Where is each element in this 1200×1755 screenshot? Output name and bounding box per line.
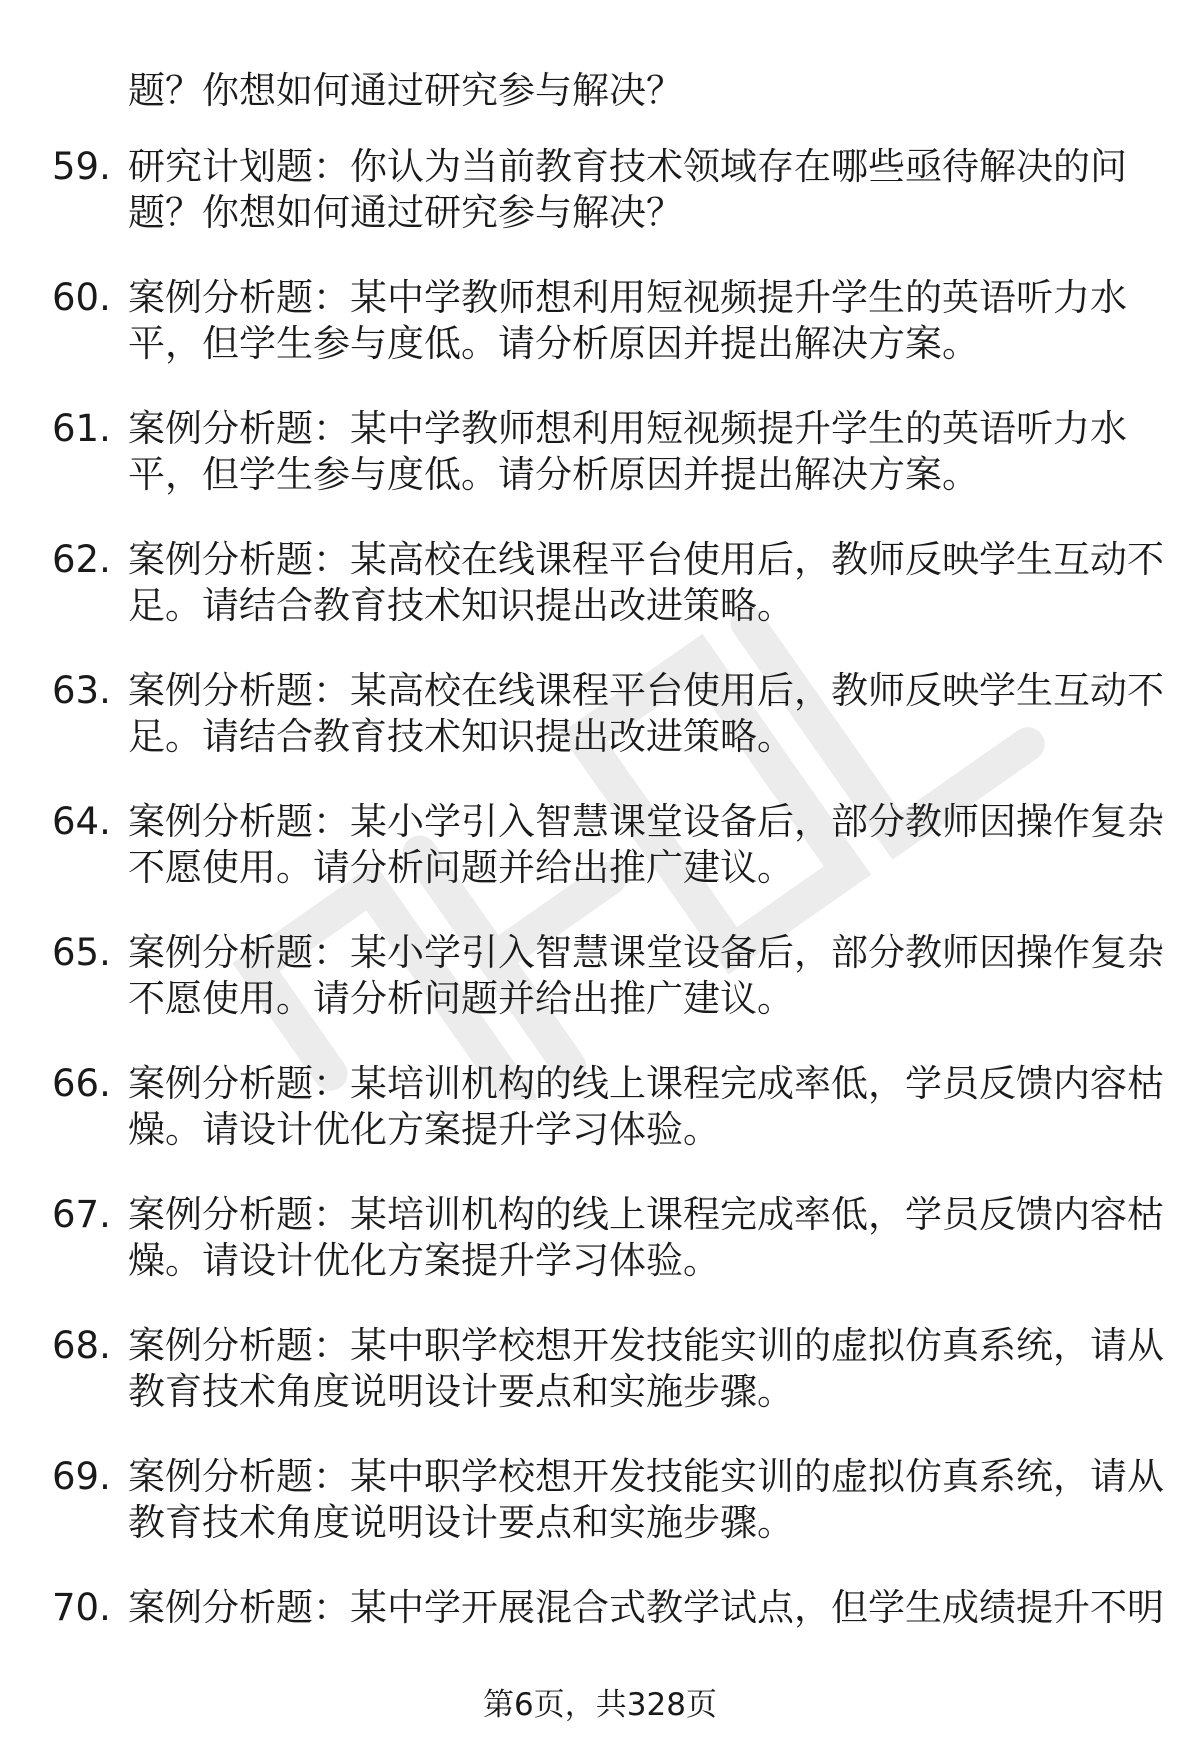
- question-text-line-1: 案例分析题：某培训机构的线上课程完成率低，学员反馈内容枯: [128, 1193, 1164, 1236]
- question-number: 67.: [52, 1193, 111, 1236]
- question-item: [0, 517, 1200, 648]
- question-text-line-2: 燥。请设计优化方案提升学习体验。: [128, 1108, 720, 1151]
- question-number: 60.: [52, 276, 111, 319]
- question-number: 65.: [52, 931, 111, 974]
- question-text-line-1: 案例分析题：某中学教师想利用短视频提升学生的英语听力水: [128, 407, 1127, 450]
- question-item: [0, 648, 1200, 779]
- question-number: 70.: [52, 1586, 111, 1629]
- question-text-line-1: 案例分析题：某高校在线课程平台使用后，教师反映学生互动不: [128, 538, 1164, 581]
- question-number: 64.: [52, 800, 111, 843]
- question-item: [0, 1434, 1200, 1565]
- question-number: 66.: [52, 1062, 111, 1105]
- question-text-line-1: 案例分析题：某培训机构的线上课程完成率低，学员反馈内容枯: [128, 1062, 1164, 1105]
- question-item: [0, 779, 1200, 910]
- question-text-line-1: 案例分析题：某中职学校想开发技能实训的虚拟仿真系统，请从: [128, 1324, 1164, 1367]
- question-item: [0, 1041, 1200, 1172]
- question-text-line-2: 题？你想如何通过研究参与解决？: [128, 191, 683, 234]
- question-text-line-2: 平，但学生参与度低。请分析原因并提出解决方案。: [128, 453, 979, 496]
- question-item: [0, 124, 1200, 255]
- question-number: 69.: [52, 1455, 111, 1498]
- question-text-line-1: 案例分析题：某中职学校想开发技能实训的虚拟仿真系统，请从: [128, 1455, 1164, 1498]
- question-text-line-2: 不愿使用。请分析问题并给出推广建议。: [128, 846, 794, 889]
- question-58-continuation: 题？你想如何通过研究参与解决？: [128, 69, 683, 112]
- question-item: [0, 255, 1200, 386]
- question-text-line-2: 足。请结合教育技术知识提出改进策略。: [128, 584, 794, 627]
- question-text-line-1: 案例分析题：某高校在线课程平台使用后，教师反映学生互动不: [128, 669, 1164, 712]
- question-text-line-2: 平，但学生参与度低。请分析原因并提出解决方案。: [128, 322, 979, 365]
- question-item: [0, 1565, 1200, 1696]
- question-item: [0, 910, 1200, 1041]
- question-number: 61.: [52, 407, 111, 450]
- question-text-line-2: 燥。请设计优化方案提升学习体验。: [128, 1239, 720, 1282]
- question-text-line-2: 足。请结合教育技术知识提出改进策略。: [128, 715, 794, 758]
- question-item: [0, 1303, 1200, 1434]
- question-number: 59.: [52, 145, 111, 188]
- question-number: 63.: [52, 669, 111, 712]
- question-text-line-1: 案例分析题：某中学教师想利用短视频提升学生的英语听力水: [128, 276, 1127, 319]
- question-text-line-1: 研究计划题：你认为当前教育技术领域存在哪些亟待解决的问: [128, 145, 1127, 188]
- question-item: [0, 1172, 1200, 1303]
- question-text-line-2: 教育技术角度说明设计要点和实施步骤。: [128, 1370, 794, 1413]
- question-number: 68.: [52, 1324, 111, 1367]
- question-text-line-1: 案例分析题：某中学开展混合式教学试点，但学生成绩提升不明: [128, 1586, 1164, 1629]
- question-list: [0, 124, 1200, 1696]
- question-text-line-2: 不愿使用。请分析问题并给出推广建议。: [128, 977, 794, 1020]
- question-text-line-1: 案例分析题：某小学引入智慧课堂设备后，部分教师因操作复杂: [128, 800, 1164, 843]
- question-text-line-1: 案例分析题：某小学引入智慧课堂设备后，部分教师因操作复杂: [128, 931, 1164, 974]
- question-text-line-2: 教育技术角度说明设计要点和实施步骤。: [128, 1501, 794, 1544]
- question-item: [0, 386, 1200, 517]
- question-number: 62.: [52, 538, 111, 581]
- page-footer: 第6页，共328页: [483, 1687, 717, 1723]
